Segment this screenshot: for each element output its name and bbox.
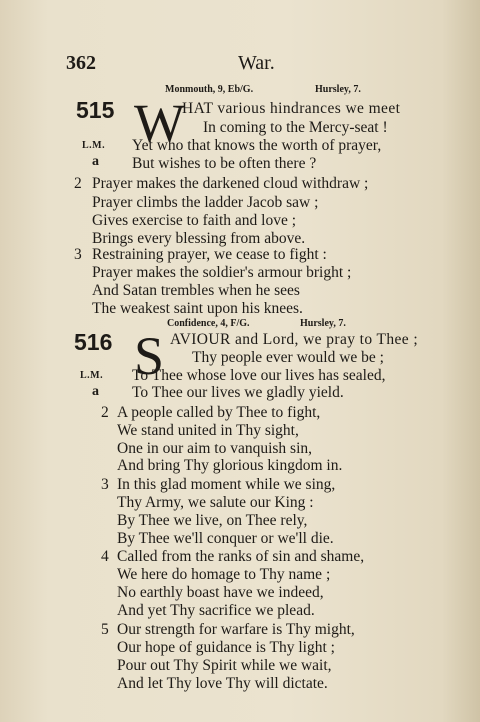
hymn-line: Gives exercise to faith and love ; <box>92 212 297 229</box>
hymn-line: Yet who that knows the worth of prayer, <box>132 137 382 154</box>
hymn-line: Thy people ever would we be ; <box>192 349 384 366</box>
hymn-first-line: HAT various hindrances we meet <box>182 100 401 117</box>
hymn-line: The weakest saint upon his knees. <box>92 300 303 317</box>
hymn-line: And bring Thy glorious kingdom in. <box>117 457 343 474</box>
hymn-line: To Thee whose love our lives has sealed, <box>132 367 386 384</box>
hymn-line: No earthly boast have we indeed, <box>117 584 324 601</box>
tune-left: Monmouth, 9, Eb/G. <box>165 84 254 95</box>
hymn-line: Prayer climbs the ladder Jacob saw ; <box>92 194 319 211</box>
hymn-line: We here do homage to Thy name ; <box>117 566 331 583</box>
hymn-line: But wishes to be often there ? <box>132 155 317 172</box>
verse-number: 4 <box>101 548 109 565</box>
hymn-line: To Thee our lives we gladly yield. <box>132 384 344 401</box>
hymn-first-line: AVIOUR and Lord, we pray to Thee ; <box>170 331 419 348</box>
hymn-line: Our strength for warfare is Thy might, <box>117 621 355 638</box>
verse-number: 2 <box>74 175 82 192</box>
verse-number: 2 <box>101 404 109 421</box>
hymn-line: And Satan trembles when he sees <box>92 282 300 299</box>
tune-left: Confidence, 4, F/G. <box>167 318 250 329</box>
hymn-line: Restraining prayer, we cease to fight : <box>92 246 327 263</box>
hymn-line: In coming to the Mercy-seat ! <box>203 119 388 136</box>
hymn-mark: a <box>92 154 99 169</box>
hymn-meter: L.M. <box>80 370 104 381</box>
hymn-line: We stand united in Thy sight, <box>117 422 299 439</box>
page-number: 362 <box>66 52 96 74</box>
hymn-line: By Thee we live, on Thee rely, <box>117 512 308 529</box>
hymn-meter: L.M. <box>82 140 106 151</box>
hymn-mark: a <box>92 384 99 399</box>
verse-number: 5 <box>101 621 109 638</box>
hymn-line: Our hope of guidance is Thy light ; <box>117 639 335 656</box>
page-title: War. <box>238 52 275 74</box>
hymn-line: In this glad moment while we sing, <box>117 476 336 493</box>
page-header <box>66 52 450 78</box>
hymn-line: Thy Army, we salute our King : <box>117 494 314 511</box>
hymn-line: One in our aim to vanquish sin, <box>117 440 313 457</box>
hymn-line: And let Thy love Thy will dictate. <box>117 675 328 692</box>
hymn-line: A people called by Thee to fight, <box>117 404 321 421</box>
hymn-line: By Thee we'll conquer or we'll die. <box>117 530 334 547</box>
hymn-line: Called from the ranks of sin and shame, <box>117 548 365 565</box>
hymn-number: 515 <box>76 97 115 123</box>
hymn-line: And yet Thy sacrifice we plead. <box>117 602 315 619</box>
drop-cap: W <box>134 93 185 153</box>
hymn-line: Prayer makes the darkened cloud withdraw ; <box>92 175 369 192</box>
tune-right: Hursley, 7. <box>300 318 346 329</box>
hymn-line: Brings every blessing from above. <box>92 230 306 247</box>
verse-number: 3 <box>101 476 109 493</box>
hymn-line: Pour out Thy Spirit while we wait, <box>117 657 332 674</box>
drop-cap: S <box>134 326 165 386</box>
verse-number: 3 <box>74 246 82 263</box>
tune-right: Hursley, 7. <box>315 84 361 95</box>
hymn-number: 516 <box>74 329 113 355</box>
hymn-line: Prayer makes the soldier's armour bright ; <box>92 264 352 281</box>
